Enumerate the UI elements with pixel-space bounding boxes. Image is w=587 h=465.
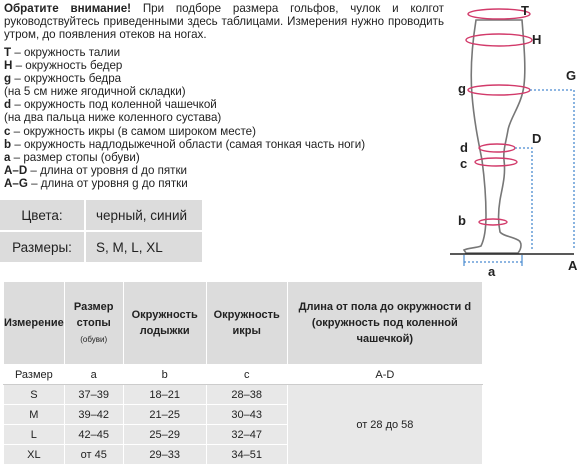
legend-item: c – окружность икры (в самом широком месте): [4, 124, 256, 138]
ankle-cell: 21–25: [123, 405, 206, 425]
unit-cell: Размер: [4, 365, 65, 385]
legend-item: b – окружность надлодыжечной области (самая тонкая часть ноги): [4, 137, 366, 151]
unit-cell: a: [64, 365, 123, 385]
legend-item: T – окружность талии: [4, 46, 121, 59]
sizes-value: S, M, L, XL: [86, 232, 202, 262]
size-cell: S: [4, 385, 65, 405]
d-guide: [515, 148, 532, 250]
sizes-row: [0, 232, 202, 262]
colors-row: [0, 200, 202, 230]
label-d: d: [460, 140, 468, 155]
size-cell: XL: [4, 445, 65, 465]
size-cell: M: [4, 405, 65, 425]
unit-cell: A-D: [287, 365, 482, 385]
label-H: H: [532, 32, 542, 47]
legend-item: d – окружность под коленной чашечкой: [4, 98, 217, 112]
legend-item: A–G – длина от уровня g до пятки: [4, 176, 188, 190]
measurement-legend: [4, 46, 444, 190]
g-guide: [530, 90, 574, 250]
ankle-cell: 29–33: [123, 445, 206, 465]
label-T: T: [521, 3, 529, 18]
ankle-cell: 25–29: [123, 425, 206, 445]
unit-row: [4, 365, 483, 385]
table-header-row: [4, 282, 483, 365]
intro-warning: Обратите внимание!: [4, 2, 132, 15]
ankle-cell: 18–21: [123, 385, 206, 405]
label-a: a: [488, 264, 496, 279]
knee-ring: [479, 144, 515, 152]
foot-cell: 39–42: [64, 405, 123, 425]
calf-cell: 30–43: [206, 405, 287, 425]
ankle-ring: [479, 219, 507, 225]
legend-note: (на два пальца ниже коленного сустава): [4, 111, 222, 125]
sizes-label: Размеры:: [0, 232, 84, 262]
legend-item: g – окружность бедра: [4, 72, 122, 86]
colors-value: черный, синий: [86, 200, 202, 230]
colors-label: Цвета:: [0, 200, 84, 230]
header-measurement: Измерение: [4, 282, 65, 365]
label-g: g: [458, 81, 466, 96]
legend-item: A–D – длина от уровня d до пятки: [4, 163, 188, 177]
label-D: D: [532, 131, 542, 146]
table-row: [4, 385, 483, 405]
hip-ring: [466, 34, 532, 46]
legend-note: (на 5 см ниже ягодичной складки): [4, 85, 186, 99]
header-length: Длина от пола до окружности d (окружность под коленной чашечкой): [287, 282, 482, 365]
unit-cell: b: [123, 365, 206, 385]
calf-cell: 28–38: [206, 385, 287, 405]
size-chart-table: [3, 281, 483, 465]
foot-cell: от 45: [64, 445, 123, 465]
label-A: A: [568, 258, 578, 273]
header-calf: Окружность икры: [206, 282, 287, 365]
product-info-table: [0, 198, 202, 264]
leg-measurement-diagram: [448, 0, 587, 290]
label-b: b: [458, 213, 466, 228]
unit-cell: c: [206, 365, 287, 385]
foot-cell: 37–39: [64, 385, 123, 405]
legend-item: H – окружность бедер: [4, 59, 123, 73]
label-c: c: [460, 156, 468, 171]
leg-outline: [464, 20, 525, 253]
thigh-ring: [468, 85, 530, 95]
legend-item: a – размер стопы (обуви): [4, 150, 140, 164]
intro-paragraph: [4, 2, 444, 41]
length-cell: от 28 до 58: [287, 385, 482, 465]
header-ankle: Окружность лодыжки: [123, 282, 206, 365]
size-cell: L: [4, 425, 65, 445]
calf-ring: [475, 158, 517, 166]
header-foot: Размер стопы (обуви): [64, 282, 123, 365]
foot-cell: 42–45: [64, 425, 123, 445]
calf-cell: 34–51: [206, 445, 287, 465]
calf-cell: 32–47: [206, 425, 287, 445]
label-G: G: [566, 68, 577, 83]
intro-text: При подборе размера гольфов, чулок и колгот руководствуйтесь приведенными здесь таблицами. Измерения нужно проводить утром, до появления отеков на ногах.: [4, 2, 444, 41]
